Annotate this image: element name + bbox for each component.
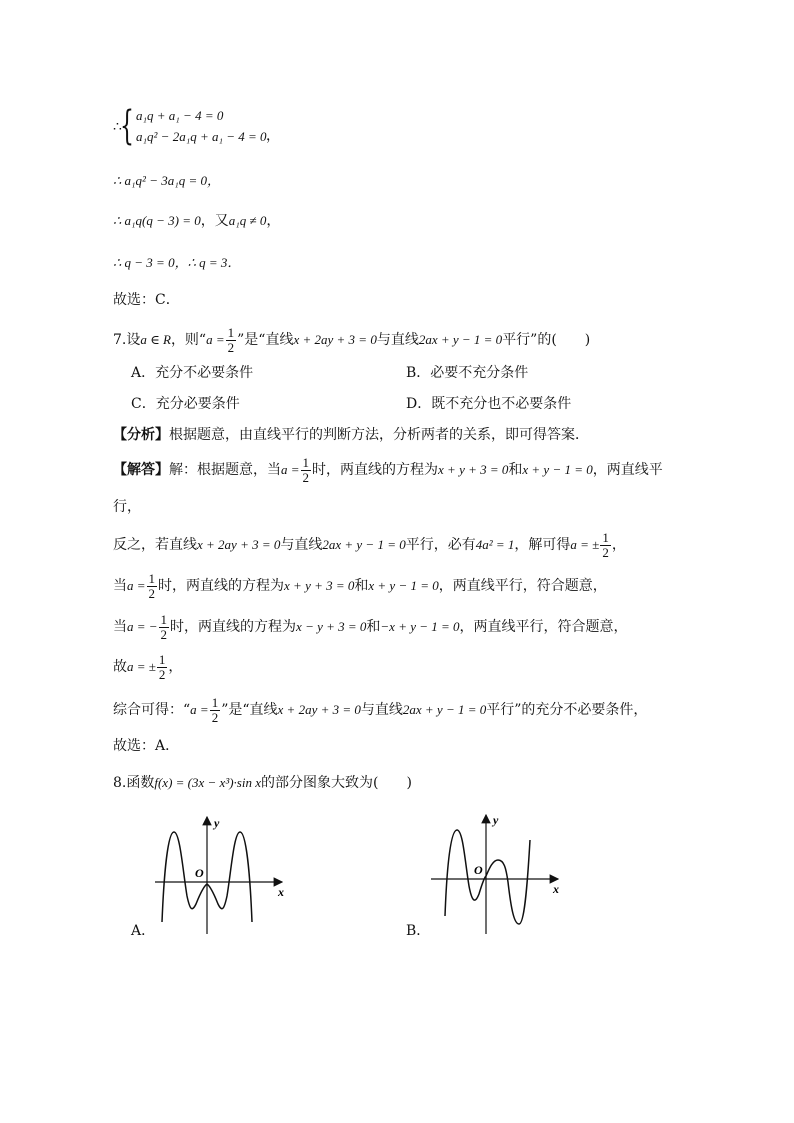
analysis-tag: 【分析】 [113,427,169,443]
graph-a-label: A． [131,923,156,939]
system-comma: ， [266,128,280,144]
sol-eq: x + y − 1 = 0 [368,578,439,593]
sol-text: ，两直线平行，符合题意， [459,619,628,635]
sol-eq: x − y + 3 = 0 [296,619,367,634]
fraction-half: $\frac{1}{2}$ [148,570,156,601]
sol-eq: 4a² = 1 [475,537,515,552]
line4-math2: a₁q ≠ 0 [228,213,267,228]
q7-text: 与直线 [376,332,419,348]
sol-text: 平行”的充分不必要条件， [486,702,648,718]
fraction-half: $\frac{1}{2}$ [302,454,310,485]
sol-eq: x + y + 3 = 0 [438,462,509,477]
sol-eq: a = ± [570,537,600,552]
x-axis-label: x [278,885,284,899]
sol-eq: x + 2ay + 3 = 0 [197,537,281,552]
solution-line-1 [113,455,663,485]
sol-text: ，解可得 [514,537,571,553]
sol-text: 综合可得：“ [113,702,191,718]
q7-text: 平行”的( ) [502,332,591,348]
sol-eq: a = [190,702,209,717]
option-d: D．既不充分也不必要条件 [406,396,572,412]
q7-a-eq: a = [206,332,225,347]
sol-text: 与直线 [360,702,403,718]
graph-b [428,812,568,937]
x-axis-label: x [553,882,559,896]
graph-a [150,812,290,937]
sol-text: 平行，必有 [405,537,476,553]
sol-eq: x + y − 1 = 0 [522,462,593,477]
sol-text: 当 [113,619,127,635]
sol-text: 时，两直线的方程为 [312,462,439,478]
graph-b-label: B． [406,923,431,939]
q6-answer: 故选：C． [113,292,180,308]
sol-text: 时，两直线的方程为 [158,578,285,594]
sol-text: 解：根据题意，当 [169,462,281,478]
sol-eq: a = [127,578,146,593]
system-equation-1: a₁q + a₁ − 4 = 0 [136,108,224,123]
q8-function: f(x) = (3x − x³)·sin x [154,775,261,790]
q8-text: 的部分图象大致为( ) [260,775,412,791]
sol-text: ，两直线平 [592,462,663,478]
sol-eq: 2ax + y − 1 = 0 [322,537,406,552]
fraction-half: $\frac{1}{2}$ [602,529,609,560]
fraction-half: $\frac{1}{2}$ [160,611,168,642]
therefore-symbol: ∴ [113,119,122,135]
sol-eq: −x + y − 1 = 0 [380,619,460,634]
solution-line-2 [113,530,626,560]
q7-stem [113,325,590,355]
q7-text: ”是“直线 [237,332,294,348]
solution-line-5 [113,652,182,682]
derivation-line-4 [113,211,280,231]
sol-text: 时，两直线的方程为 [170,619,297,635]
solution-line-6 [113,695,647,725]
analysis-line [113,425,589,445]
sol-eq: a = − [127,619,158,634]
option-a: A．充分不必要条件 [131,365,254,381]
sol-text: 故 [113,659,127,675]
fraction-half: $\frac{1}{2}$ [211,694,219,725]
line4-text: ，又 [200,213,229,229]
sol-text: 与直线 [280,537,323,553]
q7-answer: 故选：A． [113,738,180,754]
sol-text: 和 [366,619,381,635]
system-equation-2: a₁q² − 2a₁q + a₁ − 4 = 0 [136,129,267,144]
q8-number: 8.函数 [113,775,155,791]
solution-line-3 [113,571,607,601]
sol-text: 和 [354,578,369,594]
analysis-text: 根据题意，由直线平行的判断方法，分析两者的关系，即可得答案． [169,427,589,443]
curve-b [445,830,530,924]
solution-line-4 [113,612,628,642]
system-brace: { [120,103,134,149]
origin-label: O [195,866,204,880]
derivation-line-5: ∴ q − 3 = 0，∴ q = 3． [113,255,241,270]
sol-eq: a = ± [127,659,156,674]
option-b: B．必要不充分条件 [406,365,529,381]
sol-a-eq: a = [281,462,300,477]
sol-eq: 2ax + y − 1 = 0 [402,702,487,717]
origin-label: O [474,863,483,877]
line2-equation: 2ax + y − 1 = 0 [418,332,503,347]
sol-eq: x + y + 3 = 0 [284,578,355,593]
sol-text: 和 [508,462,523,478]
solution-line-1-wrap: 行， [113,499,141,515]
sol-text: ，两直线平行，符合题意， [438,578,607,594]
solution-tag: 【解答】 [113,462,169,478]
sol-text: ， [168,659,183,675]
option-c: C．充分必要条件 [131,396,240,412]
q7-text: ，则“ [170,332,207,348]
line4-end: ， [266,213,281,229]
line1-equation: x + 2ay + 3 = 0 [293,332,377,347]
sol-text: ”是“直线 [221,702,278,718]
fraction-half: $\frac{1}{2}$ [158,651,166,682]
y-axis-label: y [214,816,220,830]
line4-math: ∴ a₁q(q − 3) = 0 [113,213,201,228]
q8-stem [113,773,412,793]
derivation-line-3: ∴ a₁q² − 3a₁q = 0， [113,173,221,188]
fraction-half: $\frac{1}{2}$ [227,324,235,355]
q7-condition: a ∈ R [140,332,171,347]
sol-eq: x + 2ay + 3 = 0 [277,702,361,717]
q7-number: 7.设 [113,332,141,348]
sol-text: 当 [113,578,127,594]
sol-text: ， [611,537,626,553]
sol-text: 反之，若直线 [113,537,197,553]
y-axis-label: y [493,813,499,827]
